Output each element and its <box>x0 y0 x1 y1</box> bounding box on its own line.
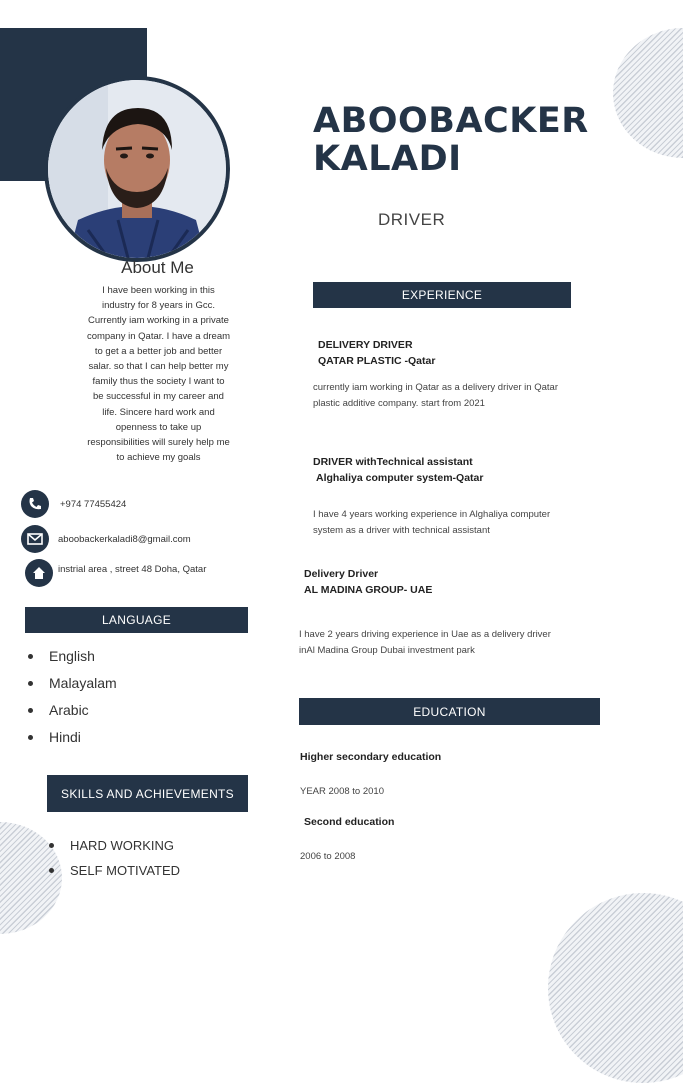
skills-list <box>46 837 180 887</box>
skills-heading: SKILLS AND ACHIEVEMENTS <box>47 775 248 812</box>
about-line: to achieve my goals <box>116 452 201 464</box>
phone-icon <box>21 490 49 518</box>
education-heading: EDUCATION <box>299 698 600 725</box>
candidate-role: DRIVER <box>378 210 446 229</box>
education-title: Second education <box>304 816 395 828</box>
about-line: Currently iam working in a private <box>88 315 229 327</box>
envelope-icon <box>21 525 49 553</box>
about-line: salar. so that I can help better my <box>88 361 229 373</box>
job-entry <box>313 454 483 486</box>
language-heading: LANGUAGE <box>25 607 248 633</box>
job-desc-line: I have 4 years working experience in Alghaliya computer <box>313 509 551 520</box>
job-desc-line: currently iam working in Qatar as a delivery driver in Qatar <box>313 382 558 393</box>
profile-photo-frame <box>44 76 230 262</box>
job-entry <box>304 566 432 598</box>
about-line: I have been working in this <box>102 285 215 296</box>
job-desc-line: plastic additive company. start from 2021 <box>313 398 485 409</box>
about-line: openness to take up <box>115 421 202 433</box>
job-company: QATAR PLASTIC -Qatar <box>318 355 436 367</box>
about-line: industry for 8 years in Gcc. <box>102 300 215 312</box>
job-title: Delivery Driver <box>304 568 379 580</box>
contact-phone: +974 77455424 <box>60 499 127 510</box>
job-description <box>299 627 551 659</box>
candidate-name-line1: ABOOBACKER <box>313 101 589 141</box>
home-icon <box>25 559 53 587</box>
language-item: Malayalam <box>25 675 117 702</box>
skill-item: SELF MOTIVATED <box>46 862 180 887</box>
about-line: responsibilities will surely help me <box>87 437 230 449</box>
profile-photo <box>48 80 226 258</box>
skill-item: HARD WORKING <box>46 837 180 862</box>
about-line: family thus the society I want to <box>92 376 225 388</box>
job-title: DRIVER withTechnical assistant <box>313 456 473 468</box>
education-years: YEAR 2008 to 2010 <box>300 786 384 797</box>
job-company: Alghaliya computer system-Qatar <box>316 472 484 484</box>
language-list <box>25 648 117 756</box>
education-title: Higher secondary education <box>300 751 442 763</box>
candidate-name <box>313 102 643 178</box>
language-item: English <box>25 648 117 675</box>
candidate-name-line2: KALADI <box>313 139 462 179</box>
about-line: company in Qatar. I have a dream <box>86 330 231 342</box>
about-line: be successful in my career and <box>93 391 224 403</box>
job-title: DELIVERY DRIVER <box>318 339 413 351</box>
education-years: 2006 to 2008 <box>300 851 356 862</box>
about-line: to get a a better job and better <box>94 345 223 357</box>
job-company: AL MADINA GROUP- UAE <box>304 584 433 596</box>
contact-email: aboobackerkaladi8@gmail.com <box>58 534 191 545</box>
about-line: life. Sincere hard work and <box>102 406 215 418</box>
job-desc-line: I have 2 years driving experience in Uae as a delivery driver <box>299 629 551 640</box>
about-text <box>57 283 260 465</box>
job-description <box>313 380 558 412</box>
job-description <box>313 507 550 539</box>
language-item: Hindi <box>25 729 117 756</box>
job-desc-line: system as a driver with technical assistant <box>313 525 490 536</box>
decorative-circle-bottom-right <box>548 893 683 1083</box>
about-title: About Me <box>121 258 194 277</box>
language-item: Arabic <box>25 702 117 729</box>
job-entry <box>318 337 435 369</box>
job-desc-line: inAl Madina Group Dubai investment park <box>299 645 475 656</box>
contact-address: instrial area , street 48 Doha, Qatar <box>58 564 207 575</box>
experience-heading: EXPERIENCE <box>313 282 571 308</box>
